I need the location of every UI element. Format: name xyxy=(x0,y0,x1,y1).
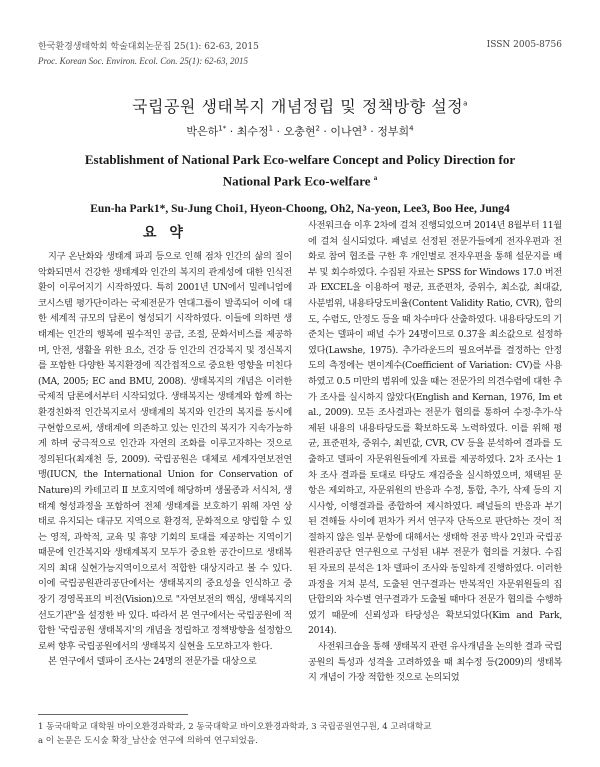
author-affiliation-mark: 1 xyxy=(268,124,274,133)
abstract-paragraph: 본 연구에서 델파이 조사는 24명의 전문가를 대상으로 xyxy=(48,656,257,668)
author-separator: · xyxy=(273,125,284,138)
author-affiliation-mark: 1* xyxy=(218,124,227,133)
author-name-ko: 이나연 xyxy=(330,125,363,138)
paper-title-en xyxy=(40,150,560,190)
author-name-ko: 정부희 xyxy=(377,125,410,138)
footnote-affiliations: 1 동국대학교 대학원 바이오환경과학과, 2 동국대학교 바이오환경과학과, 3 국립공원연구원, 4 고려대학교 xyxy=(38,722,432,732)
author-affiliation-mark: 2 xyxy=(315,124,320,133)
left-column xyxy=(38,249,292,670)
title-ko-footnote-mark: a xyxy=(463,99,468,108)
paper-title-en-line2: National Park Eco-welfare xyxy=(222,173,371,189)
issn: ISSN 2005-8756 xyxy=(486,40,562,50)
footnotes xyxy=(38,720,562,748)
paper-title-ko xyxy=(0,94,600,117)
title-en-footnote-mark: a xyxy=(373,174,378,182)
author-separator: · xyxy=(226,125,237,138)
footnote-funding: a 이 논문은 도시숲 확장_남산숲 연구에 의하여 연구되었음. xyxy=(38,736,258,746)
author-name-ko: 최수정 xyxy=(236,125,269,138)
footnote-divider xyxy=(38,714,188,715)
right-column xyxy=(308,218,562,686)
journal-header xyxy=(38,40,259,68)
journal-name-en: Proc. Korean Soc. Environ. Ecol. Con. 25(1): 62-63, 2015 xyxy=(38,56,248,66)
author-separator: · xyxy=(366,125,378,138)
abstract-paragraph: 사전워크숍 이후 2차에 걸쳐 진행되었으며 2014년 8월부터 11월에 걸쳐 실시되었다. 패널로 선정된 전문가들에게 전자우편과 전화로 참여 협조를 구한 후 개인별로 전자우편을 통해 설문지를 배부 및 회수하였다. 수집된 자료는 SPSS for Windows 17.0 버전과 EXCEL을 이용하여 평균, 표준편차, 중위수, 최소값, 최대값, 사분범위, 내용타당도비율(Content Validity Ratio, CVR), 합의도, 수렴도, 안정도 등을 때 차수마다 산출하였다. 내용타당도의 기준치는 델파이 패널 수가 24명이므로 0.37을 최소값으로 설정하였다(Lawshe, 1975). 추가라운드의 필요여부를 결정하는 안정도의 측정에는 변이계수(Coefficient of Variation: CV)를 사용하였고 0.5 미만의 범위에 있을 때는 전문가의 의견수렴에 대한 추가 조사를 실시하지 않았다(English and Kernan, 1976, Im et al., 2009). 모든 조사결과는 전문가 협의를 통하여 수정·추가·삭제된 내용의 내용타당도를 확보하도록 노력하였다. 이를 위해 평균, 표준편차, 중위수, 최빈값, CVR, CV 등을 분석하여 결과를 도출하고 델파이 자문위원들에게 자료를 제공하였다. 2차 조사는 1차 조사 결과를 토대로 타당도 재검증을 실시하였으며, 채택된 문항은 제외하고, 자문위원의 반응과 수정, 통합, 추가, 삭제 등의 지시사항, 이행결과를 종합하여 제시하였다. 패널들의 반응과 부기된 견해들 사이에 편차가 커서 연구자 단독으로 판단하는 것이 적절하지 않은 일부 문항에 대해서는 생태학 전공 박사 2인과 국립공원관리공단 연구원으로 구성된 내부 전문가 협의를 거쳤다. 수집된 자료의 분석은 1차 델파이 조사와 동일하게 진행하였다. 이러한 과정을 거쳐 분석, 도출된 연구결과는 반복적인 자문위원들의 집단합의와 차수별 연구결과가 도출될 때마다 전문가 협의를 수행하였기 때문에 신뢰성과 타당성은 확보되었다(Kim and Park, 2014). xyxy=(308,220,562,637)
author-name-ko: 오충현 xyxy=(283,125,316,138)
authors-en: Eun-ha Park1*, Su-Jung Choi1, Hyeon-Choong, Oh2, Na-yeon, Lee3, Boo Hee, Jung4 xyxy=(90,203,510,215)
author-affiliation-mark: 3 xyxy=(362,124,367,133)
author-name-ko: 박은하 xyxy=(186,125,219,138)
abstract-paragraph: 지구 온난화와 생태계 파괴 등으로 인해 점차 인간의 삶의 질이 악화되면서 건강한 생태계와 인간의 복지의 관계성에 대한 인식전환이 이루어지기 시작하였다. 특히 2001년 UN에서 밀레니엄에코시스템 평가단이라는 국제전문가 연대그룹이 발족되어 이에 대한 세계적 규모의 담론이 형성되기 시작하였다. 이들에 의하면 생태계는 인간의 행복에 필수적인 공급, 조절, 문화서비스를 제공하며, 안전, 생활을 위한 요소, 건강 등 인간의 건강복지 및 정신복지를 포함한 다양한 복지환경에 직간접적으로 중요한 영향을 미친다(MA, 2005; EC and BMU, 2008). 생태복지의 개념은 이러한 국제적 담론에서부터 시작되었다. 생태복지는 생태계와 함께 하는 환경친화적 인간복지로서 생태계의 복지와 인간의 복지를 동시에 구현함으로써, 생태계에 의존하고 있는 인간의 복지가 지속가능하게 하며 궁극적으로 인간과 자연의 조화를 이루고자하는 것으로 정의된다(최재천 등, 2009). 국립공원은 대체로 세계자연보전연맹(IUCN, the International Union for Conservation of Nature)의 카테고리 Ⅱ 보호지역에 해당하며 생물종과 서식처, 생태계 형성과정을 포함하여 전체 생태계를 보호하기 위해 자연 상태로 유지되는 대규모 지역으로 환경적, 문화적으로 양립할 수 있는 영적, 과학적, 교육 및 휴양 기회의 토대를 제공하는 지역이기 때문에 인간복지와 생태계복지 모두가 중요한 공간이므로 생태복지의 최대 실현가능지역이으로서 적합한 대상지라고 볼 수 있다. 이에 국립공원관리공단에서는 생태복지의 중요성을 인식하고 중장기 경영목표의 비전(Vision)으로 "자연보전의 핵심, 생태복지의 선도기관"을 설정한 바 있다. 따라서 본 연구에서는 국립공원에 적합한 '국립공원 생태복지'의 개념을 정립하고 정책방향을 설정함으로써 향후 국립공원에서의 생태복지 실현을 도모하고자 한다. xyxy=(38,251,292,652)
authors-ko xyxy=(0,123,600,139)
abstract-paragraph: 사전워크숍을 통해 생태복지 관련 유사개념을 논의한 결과 국립공원의 특성과 성격을 고려하였을 때 최수정 등(2009)의 생태복지 개념이 가장 적합한 것으로 논의되었 xyxy=(308,641,562,684)
summary-heading: 요 약 xyxy=(143,225,187,241)
paper-title-en-line1: Establishment of National Park Eco-welfare Concept and Policy Direction for xyxy=(84,152,516,167)
journal-name-ko: 한국환경생태학회 학술대회논문집 25(1): 62-63, 2015 xyxy=(38,42,259,52)
paper-title-ko-text: 국립공원 생태복지 개념정립 및 정책방향 설정 xyxy=(132,97,464,116)
author-separator: · xyxy=(319,125,331,138)
author-affiliation-mark: 4 xyxy=(409,124,414,133)
